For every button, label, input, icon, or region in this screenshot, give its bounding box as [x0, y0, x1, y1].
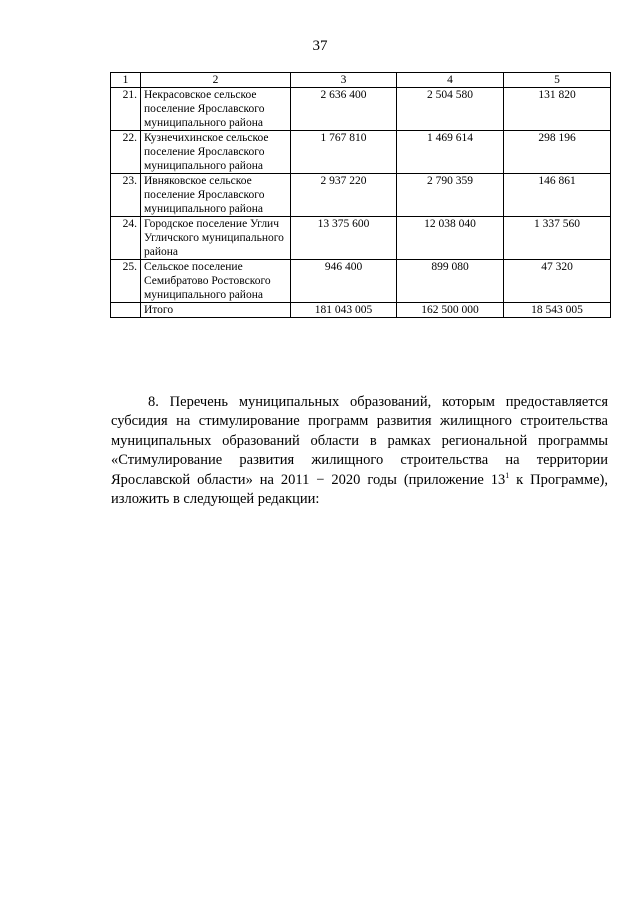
column-header: 1 [111, 73, 141, 88]
column-header: 2 [141, 73, 291, 88]
municipality-name: Сельское поселение Семибратово Ростовского муниципального района [141, 260, 291, 303]
municipality-name: Некрасовское сельское поселение Ярославского муниципального района [141, 88, 291, 131]
empty-cell [111, 303, 141, 318]
page-number: 37 [312, 38, 328, 54]
total-col4: 162 500 000 [397, 303, 504, 318]
total-col5: 18 543 005 [504, 303, 611, 318]
appendix-superscript: 1 [505, 470, 510, 480]
column-header: 4 [397, 73, 504, 88]
amount-total: 2 636 400 [291, 88, 397, 131]
amount-col4: 899 080 [397, 260, 504, 303]
amount-total: 2 937 220 [291, 174, 397, 217]
municipality-name: Городское поселение Углич Угличского муниципального района [141, 217, 291, 260]
row-number: 25. [111, 260, 141, 303]
amount-col4: 1 469 614 [397, 131, 504, 174]
amount-col4: 12 038 040 [397, 217, 504, 260]
subsidy-table [110, 72, 611, 318]
row-number: 21. [111, 88, 141, 131]
amount-total: 13 375 600 [291, 217, 397, 260]
amount-total: 1 767 810 [291, 131, 397, 174]
amount-col5: 131 820 [504, 88, 611, 131]
row-number: 22. [111, 131, 141, 174]
amount-col4: 2 504 580 [397, 88, 504, 131]
table-row [111, 260, 611, 303]
amount-col5: 298 196 [504, 131, 611, 174]
table-row [111, 88, 611, 131]
amount-col5: 47 320 [504, 260, 611, 303]
amount-col5: 1 337 560 [504, 217, 611, 260]
table-row [111, 131, 611, 174]
row-number: 24. [111, 217, 141, 260]
table-total-row [111, 303, 611, 318]
amount-total: 946 400 [291, 260, 397, 303]
municipality-name: Ивняковское сельское поселение Ярославского муниципального района [141, 174, 291, 217]
amendment-paragraph [111, 393, 608, 510]
amount-col5: 146 861 [504, 174, 611, 217]
table-row [111, 174, 611, 217]
row-number: 23. [111, 174, 141, 217]
total-label: Итого [141, 303, 291, 318]
column-header: 3 [291, 73, 397, 88]
total-amount: 181 043 005 [291, 303, 397, 318]
table-row [111, 217, 611, 260]
municipality-name: Кузнечихинское сельское поселение Ярославского муниципального района [141, 131, 291, 174]
paragraph-text-start: 8. Перечень муниципальных образований, которым предоставляется субсидия на стимулирование программ развития жилищного строительства муниципальных образований области в рамках региональной программы «Стимулирование развития жилищного строительства на территории Ярославской области» на 2011 − 2020 годы (приложение 13 [111, 393, 608, 488]
paragraph-text-end: к Программе), изложить в следующей редакции: [111, 471, 608, 507]
amount-col4: 2 790 359 [397, 174, 504, 217]
table-header-row [111, 73, 611, 88]
column-header: 5 [504, 73, 611, 88]
